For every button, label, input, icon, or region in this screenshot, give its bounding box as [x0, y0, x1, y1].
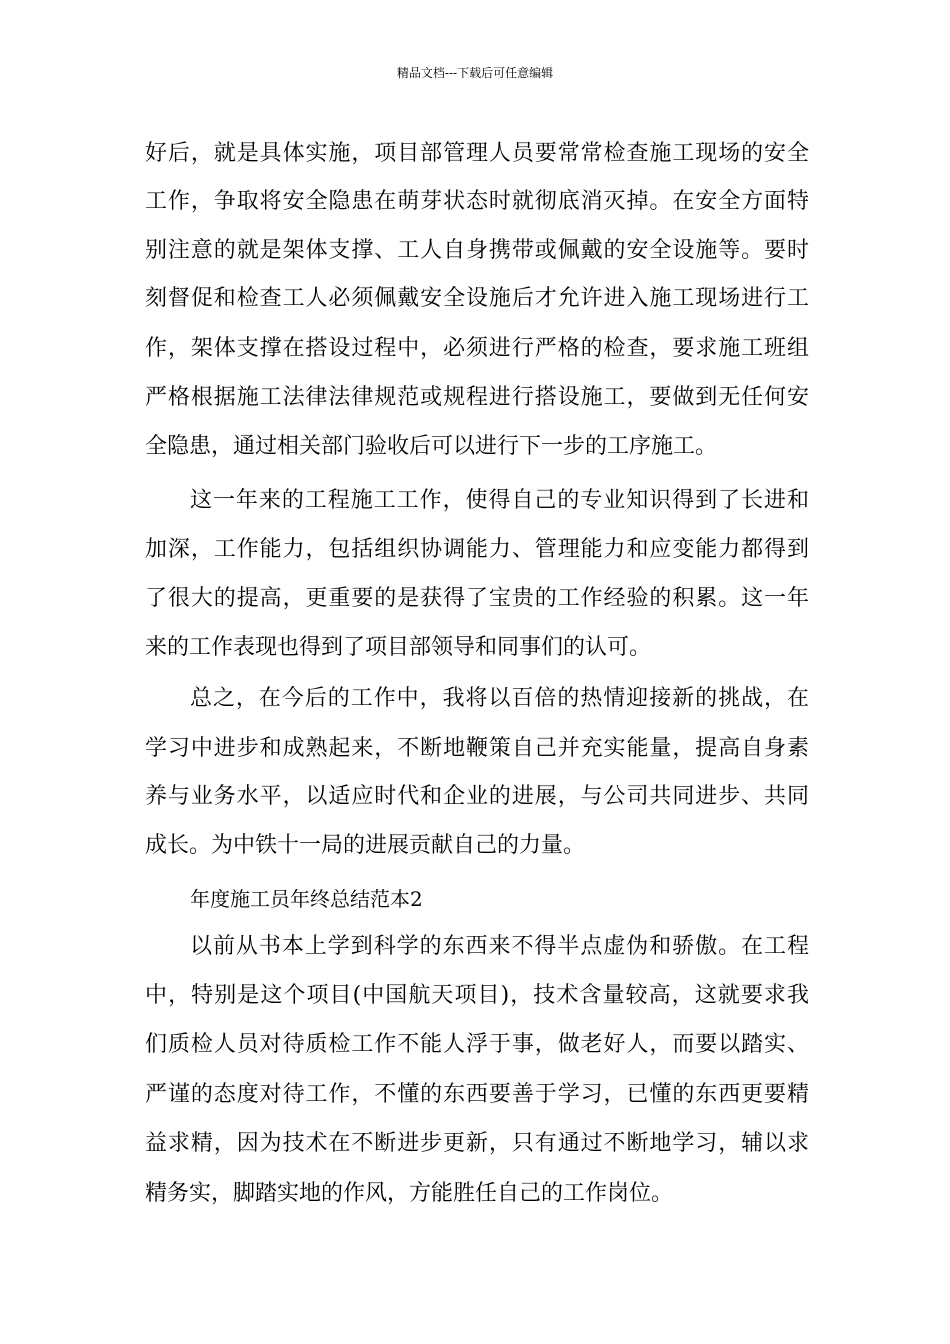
paragraph-1-line-2: 工作，争取将安全隐患在萌芽状态时就彻底消灭掉。在安全方面特 [145, 189, 809, 214]
paragraph-4-line-6: 精务实，脚踏实地的作风，方能胜任自己的工作岗位。 [145, 1181, 674, 1206]
paragraph-3-line-1: 总之，在今后的工作中，我将以百倍的热情迎接新的挑战，在 [190, 686, 809, 711]
paragraph-4-line-2: 中，特别是这个项目(中国航天项目)，技术含量较高，这就要求我 [145, 983, 809, 1008]
paragraph-4-line-1: 以前从书本上学到科学的东西来不得半点虚伪和骄傲。在工程 [190, 934, 809, 959]
paragraph-1-line-6: 严格根据施工法律法律规范或规程进行搭设施工，要做到无任何安 [145, 385, 809, 410]
paragraph-3-line-2: 学习中进步和成熟起来，不断地鞭策自己并充实能量，提高自身素 [145, 736, 809, 761]
paragraph-2-line-3: 了很大的提高，更重要的是获得了宝贵的工作经验的积累。这一年 [145, 586, 809, 611]
paragraph-1-line-3: 别注意的就是架体支撑、工人自身携带或佩戴的安全设施等。要时 [145, 238, 809, 263]
paragraph-2-line-2: 加深，工作能力，包括组织协调能力、管理能力和应变能力都得到 [145, 537, 809, 562]
paragraph-3-line-4: 成长。为中铁十一局的进展贡献自己的力量。 [145, 833, 586, 858]
paragraph-4-line-4: 严谨的态度对待工作，不懂的东西要善于学习，已懂的东西更要精 [145, 1082, 809, 1107]
paragraph-2-line-4: 来的工作表现也得到了项目部领导和同事们的认可。 [145, 635, 652, 660]
page-header: 精品文档---下载后可任意编辑 [396, 66, 554, 80]
paragraph-4-line-5: 益求精，因为技术在不断进步更新，只有通过不断地学习，辅以求 [145, 1131, 809, 1156]
paragraph-1-line-1: 好后，就是具体实施，项目部管理人员要常常检查施工现场的安全 [145, 141, 809, 166]
paragraph-3-line-3: 养与业务水平，以适应时代和企业的进展，与公司共同进步、共同 [145, 784, 809, 809]
paragraph-1-line-7: 全隐患，通过相关部门验收后可以进行下一步的工序施工。 [145, 434, 718, 459]
paragraph-1-line-4: 刻督促和检查工人必须佩戴安全设施后才允许进入施工现场进行工 [145, 286, 809, 311]
paragraph-2-line-1: 这一年来的工程施工工作，使得自己的专业知识得到了长进和 [190, 488, 809, 513]
section-heading: 年度施工员年终总结范本2 [190, 887, 423, 911]
paragraph-1-line-5: 作，架体支撑在搭设过程中，必须进行严格的检查，要求施工班组 [145, 336, 809, 361]
paragraph-4-line-3: 们质检人员对待质检工作不能人浮于事，做老好人，而要以踏实、 [145, 1032, 809, 1057]
